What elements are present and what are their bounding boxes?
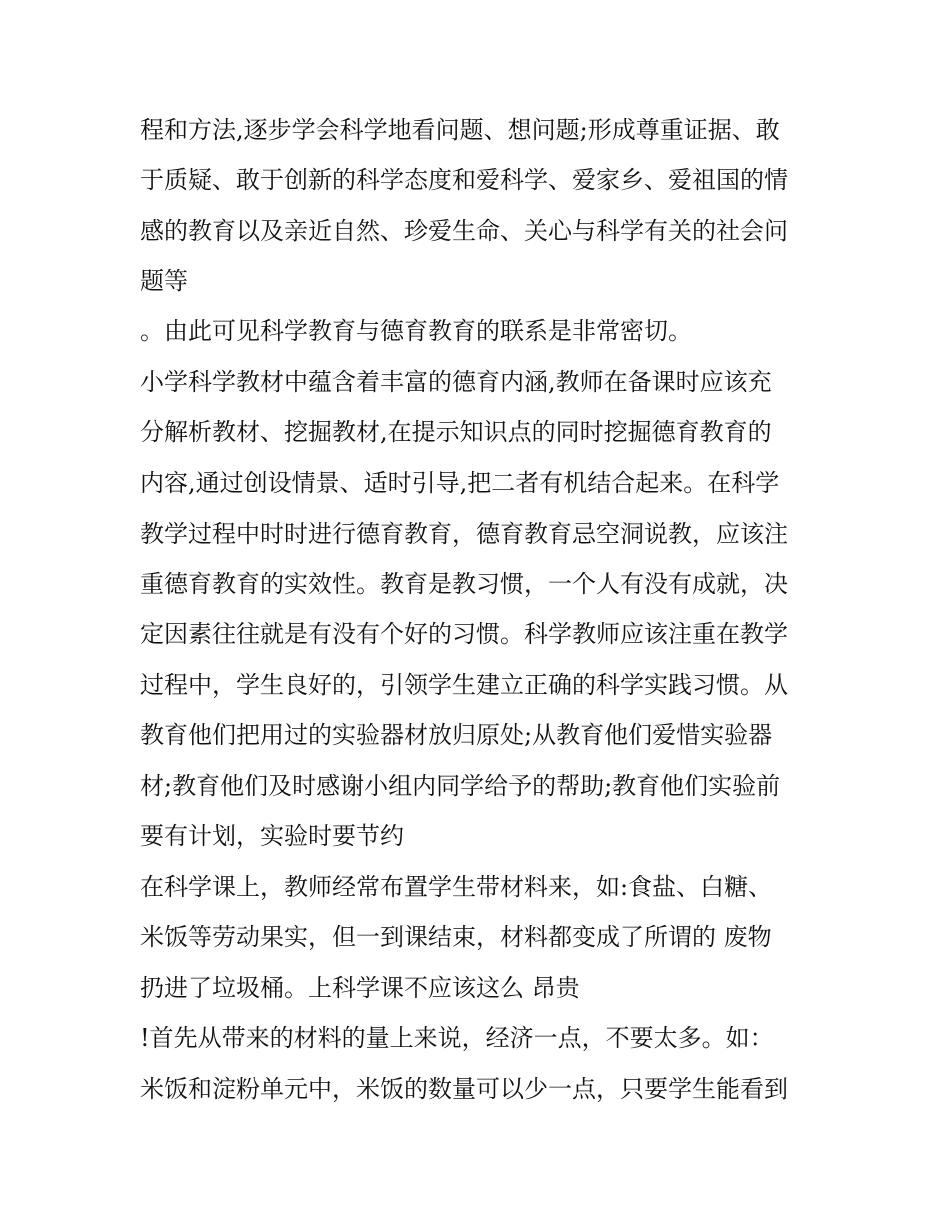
text-line: 材;教育他们及时感谢小组内同学给予的帮助;教育他们实验前 <box>140 772 781 800</box>
text-line: 内容,通过创设情景、适时引导,把二者有机结合起来。在科学 <box>140 469 780 497</box>
text-line: 程和方法,逐步学会科学地看问题、想问题;形成尊重证据、敢 <box>140 116 780 144</box>
text-line: 于质疑、敢于创新的科学态度和爱科学、爱家乡、爱祖国的情 <box>140 166 788 194</box>
text-line: 小学科学教材中蕴含着丰富的德育内涵,教师在备课时应该充 <box>140 368 772 396</box>
text-line: 分解析教材、挖掘教材,在提示知识点的同时挖掘德育教育的 <box>140 418 772 446</box>
text-line: !首先从带来的材料的量上来说，经济一点，不要太多。如： <box>140 1024 774 1052</box>
text-line: 扔进了垃圾桶。上科学课不应该这么 昂贵 <box>140 974 580 1002</box>
text-line: 定因素往往就是有没有个好的习惯。科学教师应该注重在教学 <box>140 620 788 648</box>
text-line: 。由此可见科学教育与德育教育的联系是非常密切。 <box>140 317 692 345</box>
text-line: 教育他们把用过的实验器材放归原处;从教育他们爱惜实验器 <box>140 721 773 749</box>
text-line: 要有计划，实验时要节约 <box>140 822 404 850</box>
text-line: 题等 <box>140 267 188 295</box>
text-line: 米饭等劳动果实，但一到课结束，材料都变成了所谓的 废物 <box>140 923 772 951</box>
text-line: 教学过程中时时进行德育教育，德育教育忌空洞说教，应该注 <box>140 520 788 548</box>
text-line: 米饭和淀粉单元中，米饭的数量可以少一点，只要学生能看到 <box>140 1075 788 1103</box>
text-line: 过程中，学生良好的，引领学生建立正确的科学实践习惯。从 <box>140 671 788 699</box>
text-line: 重德育教育的实效性。教育是教习惯，一个人有没有成就，决 <box>140 570 788 598</box>
text-line: 在科学课上，教师经常布置学生带材料来，如:食盐、白糖、 <box>140 873 773 901</box>
text-line: 感的教育以及亲近自然、珍爱生命、关心与科学有关的社会问 <box>140 217 788 245</box>
